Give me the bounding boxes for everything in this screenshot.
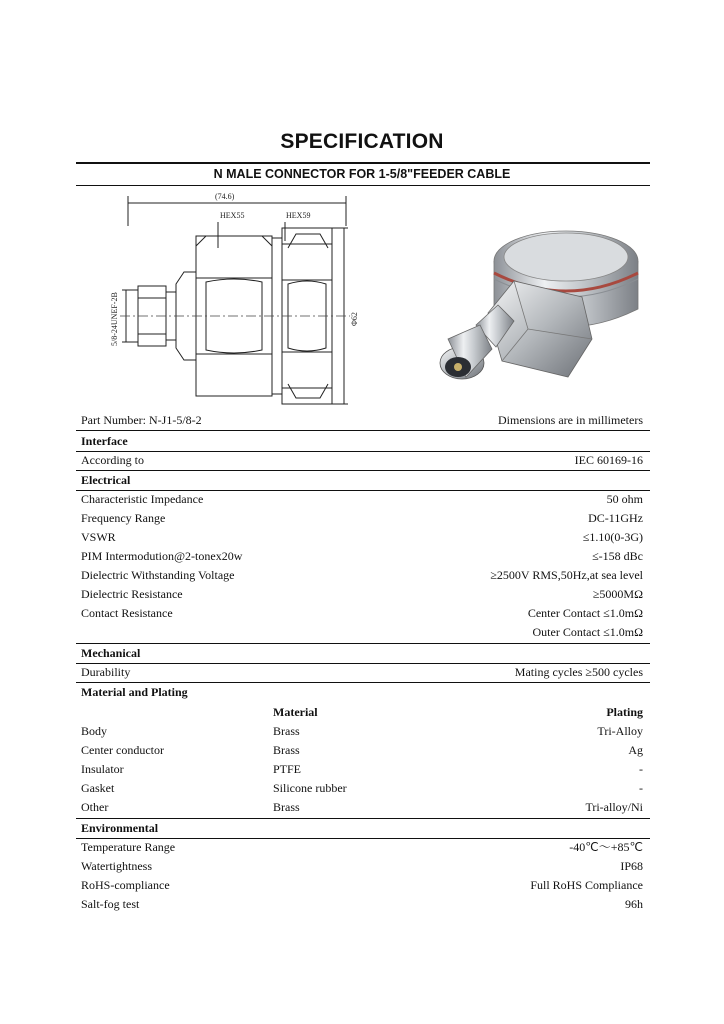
plating-value: Tri-Alloy	[597, 724, 643, 738]
page-title: SPECIFICATION	[280, 130, 444, 153]
diameter-label: Φ62	[350, 312, 359, 326]
table-row	[81, 760, 643, 779]
spec-label: Salt-fog test	[81, 897, 140, 911]
spec-row	[81, 585, 643, 604]
section-rule	[76, 430, 650, 431]
material-value: Brass	[273, 743, 300, 757]
plating-value: Tri-alloy/Ni	[585, 800, 643, 814]
spec-value: Outer Contact ≤1.0mΩ	[532, 625, 643, 639]
plating-value: -	[639, 781, 643, 795]
spec-value: DC-11GHz	[588, 511, 643, 525]
plating-value: -	[639, 762, 643, 776]
spec-label: Contact Resistance	[81, 606, 173, 620]
spec-row	[81, 604, 643, 623]
spec-value: Full RoHS Compliance	[530, 878, 643, 892]
section-heading-material: Material and Plating	[81, 685, 188, 699]
spec-label: Temperature Range	[81, 840, 176, 854]
table-row	[81, 779, 643, 798]
material-value: PTFE	[273, 762, 302, 776]
spec-row	[81, 857, 643, 876]
section-rule	[76, 818, 650, 819]
section-heading-interface: Interface	[81, 434, 128, 448]
spec-value: Center Contact ≤1.0mΩ	[527, 606, 643, 620]
spec-label: Dielectric Resistance	[81, 587, 183, 601]
thread-label: 5/8-24UNEF-2B	[110, 292, 119, 346]
spec-value: IEC 60169-16	[574, 453, 643, 467]
part-name: Body	[81, 724, 108, 738]
spec-value: ≤1.10(0-3G)	[582, 530, 643, 544]
part-number: Part Number: N-J1-5/8-2	[81, 413, 202, 427]
dimensions-note: Dimensions are in millimeters	[498, 413, 643, 427]
overall-length-label: (74.6)	[215, 192, 235, 201]
spec-value: ≤-158 dBc	[592, 549, 643, 563]
part-name: Other	[81, 800, 109, 814]
spec-row	[81, 490, 643, 509]
table-row	[81, 722, 643, 741]
spec-row	[81, 547, 643, 566]
section-heading-mechanical: Mechanical	[81, 646, 141, 660]
spec-value: ≥2500V RMS,50Hz,at sea level	[490, 568, 643, 582]
material-column-header: Material	[273, 705, 318, 719]
hex-right-label: HEX59	[286, 211, 311, 220]
section-heading-environmental: Environmental	[81, 821, 159, 835]
hex-left-label: HEX55	[220, 211, 245, 220]
spec-label: According to	[81, 453, 144, 467]
spec-row	[81, 451, 643, 470]
spec-value: -40℃～+85℃	[569, 840, 643, 854]
spec-row	[81, 566, 643, 585]
spec-value: IP68	[620, 859, 643, 873]
spec-label: Frequency Range	[81, 511, 166, 525]
plating-value: Ag	[628, 743, 643, 757]
plating-column-header: Plating	[606, 705, 643, 719]
spec-value: 50 ohm	[606, 492, 643, 506]
spec-row	[81, 895, 643, 914]
part-name: Gasket	[81, 781, 115, 795]
spec-label: Durability	[81, 665, 131, 679]
table-row	[81, 798, 643, 817]
spec-value: Mating cycles ≥500 cycles	[514, 665, 643, 679]
part-name: Center conductor	[81, 743, 164, 757]
spec-label: PIM Intermodution@2-tonex20w	[81, 549, 243, 563]
spec-row	[81, 876, 643, 895]
connector-photo	[418, 213, 650, 405]
material-value: Silicone rubber	[273, 781, 347, 795]
section-heading-electrical: Electrical	[81, 473, 131, 487]
section-rule	[76, 470, 650, 471]
table-row	[81, 741, 643, 760]
part-name: Insulator	[81, 762, 124, 776]
spec-row	[81, 838, 643, 857]
part-number-row	[81, 411, 643, 430]
title-rule	[76, 162, 650, 164]
spec-row	[81, 509, 643, 528]
page-subtitle: N MALE CONNECTOR FOR 1-5/8"FEEDER CABLE	[213, 167, 511, 181]
spec-row	[81, 528, 643, 547]
spec-value: 96h	[625, 897, 643, 911]
spec-label: Dielectric Withstanding Voltage	[81, 568, 235, 582]
spec-value: ≥5000MΩ	[592, 587, 643, 601]
material-value: Brass	[273, 724, 300, 738]
material-header-row	[81, 703, 643, 722]
spec-label: VSWR	[81, 530, 116, 544]
spec-label: Watertightness	[81, 859, 153, 873]
connector-dimension-drawing	[100, 186, 360, 410]
spec-row	[81, 663, 643, 682]
material-value: Brass	[273, 800, 300, 814]
spec-label: RoHS-compliance	[81, 878, 170, 892]
spec-label: Characteristic Impedance	[81, 492, 204, 506]
spec-row	[81, 623, 643, 642]
section-rule	[76, 643, 650, 644]
